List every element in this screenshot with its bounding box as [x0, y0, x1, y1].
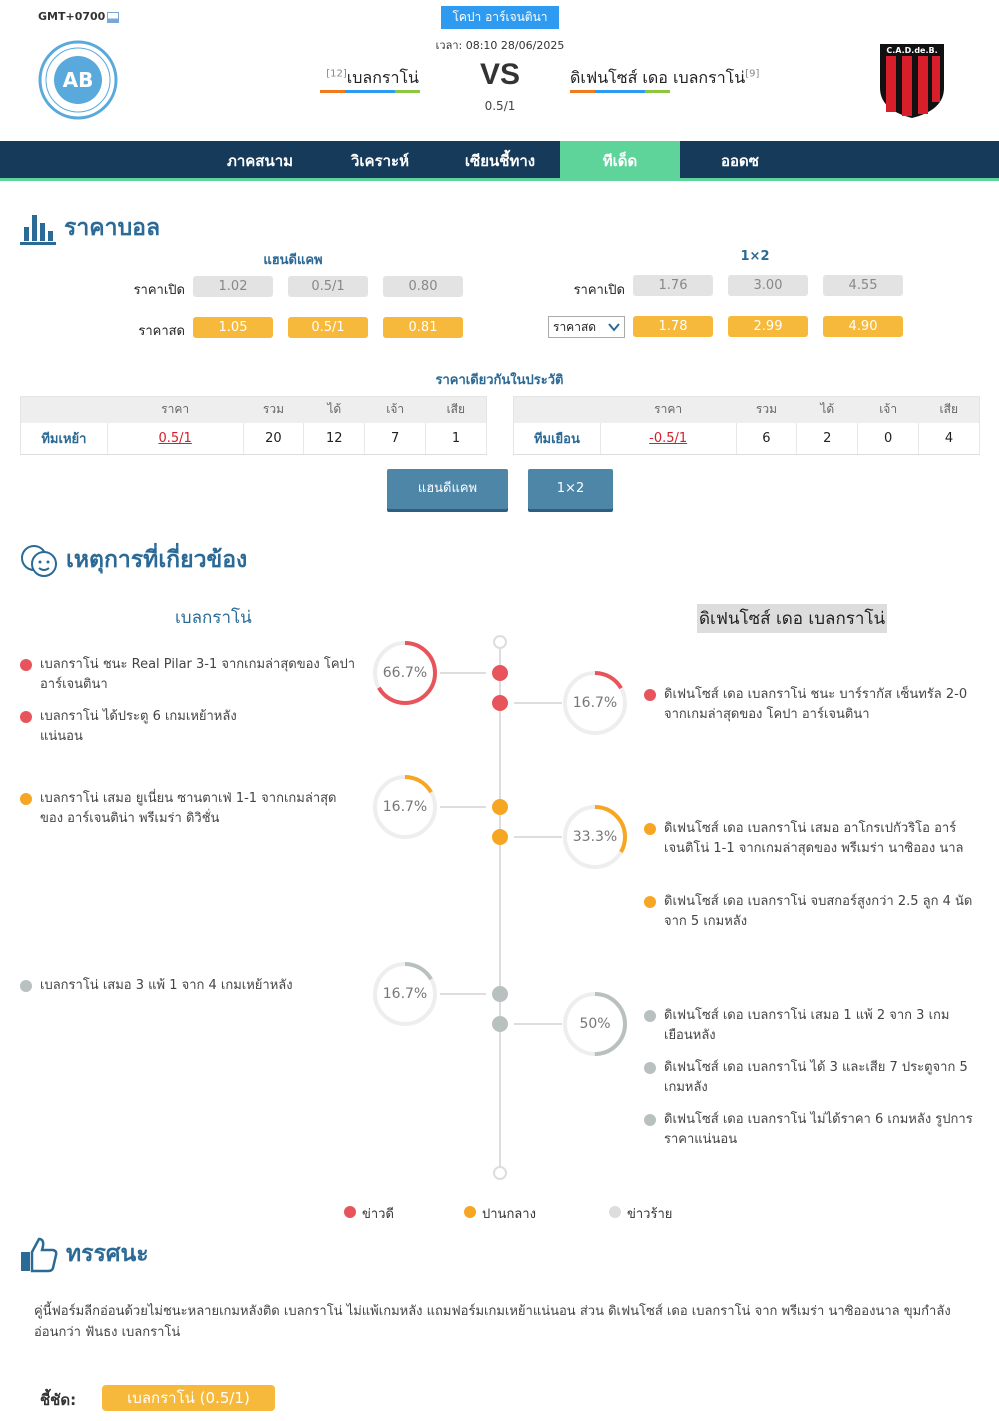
handicap-live-home: 1.05	[193, 317, 273, 338]
handicap-open-away: 0.80	[383, 276, 463, 297]
onextwo-open-label: ราคาเปิด	[573, 283, 625, 298]
opinion-section-title: ทรรศนะ	[20, 1236, 149, 1273]
handicap-live-label: ราคาสด	[138, 324, 185, 339]
col-header: เจ้า	[858, 397, 919, 423]
handicap-button[interactable]: แฮนดีแคพ	[387, 469, 508, 509]
col-header: รวม	[243, 397, 304, 423]
smiley-icon	[20, 544, 58, 578]
away-event-item: ดิเฟนโซส์ เดอ เบลกราโน่ ไม่ได้ราคา 6 เกมหลัง รูปการ ราคาแน่นอน	[644, 1110, 984, 1150]
ring-home-bad-label: 16.7%	[382, 986, 428, 1002]
win-cell: 12	[304, 423, 365, 455]
home-history-table	[20, 396, 487, 455]
away-event-item: ดิเฟนโซส์ เดอ เบลกราโน่ เสมอ อาโกรเปกัวริโอ อาร์เจนติโน่ 1-1 จากเกมล่าสุดของ พรีเมร่า นาซิออง นาล	[644, 819, 974, 859]
tab-odds[interactable]: ออดซ	[721, 152, 759, 170]
legend-good: ข่าวดี	[344, 1203, 394, 1224]
onextwo-title: 1×2	[740, 249, 770, 264]
bad-dot	[644, 1062, 656, 1074]
legend-neutral: ปานกลาง	[464, 1203, 536, 1224]
ring-home-good-label: 66.7%	[382, 665, 428, 681]
good-node	[492, 695, 508, 711]
away-event-item: ดิเฟนโซส์ เดอ เบลกราโน่ ได้ 3 และเสีย 7 ประตูจาก 5 เกมหลัง	[644, 1058, 984, 1098]
neutral-dot	[644, 896, 656, 908]
away-history-table	[513, 396, 980, 455]
handicap-live-away: 0.81	[383, 317, 463, 338]
odds-section-title: ราคาบอล	[20, 210, 160, 246]
legend-bad: ข่าวร้าย	[609, 1203, 672, 1224]
total-cell: 20	[243, 423, 304, 455]
events-timeline	[360, 630, 640, 1185]
onextwo-open-draw: 3.00	[728, 275, 808, 296]
col-header: เสีย	[919, 397, 980, 423]
draw-cell: 7	[365, 423, 426, 455]
svg-text:C.A.D.de.B.: C.A.D.de.B.	[886, 46, 938, 55]
neutral-node	[492, 829, 508, 845]
home-event-item: เบลกราโน่ เสมอ 3 แพ้ 1 จาก 4 เกมเหย้าหลัง	[20, 976, 360, 996]
ring-away-bad-label: 50%	[579, 1016, 611, 1032]
col-header: ราคา	[107, 397, 243, 423]
home-team-logo	[38, 40, 118, 120]
good-dot	[20, 711, 32, 723]
home-team-name[interactable]: [12]เบลกราโน่	[326, 68, 419, 87]
col-header: ราคา	[600, 397, 736, 423]
onextwo-live-away: 4.90	[823, 316, 903, 337]
col-header: เจ้า	[365, 397, 426, 423]
onextwo-live-home: 1.78	[633, 316, 713, 337]
history-title: ราคาเดียวกันในประวัติ	[435, 373, 564, 388]
handicap-title: แฮนดีแคพ	[263, 253, 323, 268]
col-header: เสีย	[426, 397, 487, 423]
handicap-open-line: 0.5/1	[288, 276, 368, 297]
ring-away-good-label: 16.7%	[572, 695, 618, 711]
tab-tips[interactable]: ทีเด็ด	[560, 141, 680, 181]
timeline-start-node	[494, 636, 506, 648]
home-team-bar	[320, 90, 420, 93]
handicap-open-label: ราคาเปิด	[133, 283, 185, 298]
onextwo-open-away: 4.55	[823, 275, 903, 296]
price-link[interactable]: -0.5/1	[600, 423, 736, 455]
match-time: เวลา: 08:10 28/06/2025	[435, 39, 565, 52]
tip-label: ชี้ชัด:	[40, 1391, 77, 1409]
table-row	[21, 423, 487, 455]
good-dot	[20, 659, 32, 671]
good-dot	[644, 689, 656, 701]
bad-node	[492, 1016, 508, 1032]
timezone-label[interactable]: GMT+0700	[38, 10, 119, 23]
handicap-live-line: 0.5/1	[288, 317, 368, 338]
draw-cell: 0	[858, 423, 919, 455]
win-cell: 2	[797, 423, 858, 455]
col-header	[514, 397, 601, 423]
bar-chart-icon	[20, 213, 56, 245]
neutral-dot	[20, 793, 32, 805]
total-cell: 6	[736, 423, 797, 455]
bad-dot	[609, 1206, 621, 1218]
good-node	[492, 665, 508, 681]
table-row	[514, 423, 980, 455]
home-event-item: เบลกราโน่ ได้ประตู 6 เกมเหย้าหลัง แน่นอน	[20, 707, 270, 747]
events-home-team: เบลกราโน่	[175, 608, 252, 628]
ring-home-neutral-label: 16.7%	[382, 799, 428, 815]
league-badge[interactable]: โคปา อาร์เจนตินา	[441, 6, 559, 29]
thumbs-up-icon	[20, 1237, 58, 1273]
events-away-team: ดิเฟนโซส์ เดอ เบลกราโน่	[697, 604, 887, 633]
vs-label: VS	[479, 58, 521, 91]
team-cell: ทีมเหย้า	[21, 423, 108, 455]
away-event-item: ดิเฟนโซส์ เดอ เบลกราโน่ ชนะ บาร์รากัส เซ็นทรัล 2-0 จากเกมล่าสุดของ โคปา อาร์เจนตินา	[644, 685, 974, 725]
tab-expert[interactable]: เซียนชี้ทาง	[464, 152, 536, 170]
away-team-logo	[876, 40, 948, 120]
bad-dot	[644, 1114, 656, 1126]
away-event-item: ดิเฟนโซส์ เดอ เบลกราโน่ เสมอ 1 แพ้ 2 จาก 3 เกม เยือนหลัง	[644, 1006, 974, 1046]
tab-field[interactable]: ภาคสนาม	[226, 152, 294, 170]
timeline-end-node	[494, 1167, 506, 1179]
away-team-name[interactable]: ดิเฟนโซส์ เดอ เบลกราโน่[9]	[570, 68, 760, 87]
opinion-text: คู่นี้ฟอร์มลีกอ่อนด้วยไม่ชนะหลายเกมหลังติด เบลกราโน่ ไม่แพ้เกมหลัง แถมฟอร์มเกมเหย้าแน่นอน ส่วน ดิเฟนโซส์ เดอ เบลกราโน่ จาก พรีเมร่า นาซิอองนาล ขุมกำลังอ่อนกว่า ฟันธง เบลกราโน่	[34, 1304, 951, 1340]
team-cell: ทีมเยือน	[514, 423, 601, 455]
lose-cell: 4	[919, 423, 980, 455]
onextwo-live-draw: 2.99	[728, 316, 808, 337]
neutral-dot	[464, 1206, 476, 1218]
tab-analysis[interactable]: วิเคราะห์	[350, 152, 409, 170]
col-header	[21, 397, 108, 423]
home-event-item: เบลกราโน่ ชนะ Real Pilar 3-1 จากเกมล่าสุดของ โคปา อาร์เจนตินา	[20, 655, 360, 695]
chevron-down-icon	[607, 320, 621, 334]
odds-type-select[interactable]: ราคาสด	[548, 316, 625, 338]
bad-node	[492, 986, 508, 1002]
bad-dot	[20, 980, 32, 992]
events-section-title: เหตุการที่เกี่ยวข้อง	[20, 542, 247, 578]
neutral-node	[492, 799, 508, 815]
svg-text:AB: AB	[62, 68, 94, 92]
col-header: ได้	[304, 397, 365, 423]
ring-away-neutral-label: 33.3%	[572, 829, 618, 845]
away-event-item: ดิเฟนโซส์ เดอ เบลกราโน่ จบสกอร์สูงกว่า 2.5 ลูก 4 นัด จาก 5 เกมหลัง	[644, 892, 984, 932]
col-header: รวม	[736, 397, 797, 423]
lose-cell: 1	[426, 423, 487, 455]
tip-badge: เบลกราโน่ (0.5/1)	[102, 1385, 275, 1411]
match-header	[0, 0, 999, 141]
onextwo-button[interactable]: 1×2	[528, 469, 613, 509]
onextwo-open-home: 1.76	[633, 275, 713, 296]
good-dot	[344, 1206, 356, 1218]
bad-dot	[644, 1010, 656, 1022]
home-event-item: เบลกราโน่ เสมอ ยูเนี่ยน ซานตาเฟ่ 1-1 จากเกมล่าสุด ของ อาร์เจนติน่า พรีเมร่า ดิวิชั่น	[20, 789, 350, 829]
neutral-dot	[644, 823, 656, 835]
main-nav	[0, 141, 999, 181]
col-header: ได้	[797, 397, 858, 423]
away-team-bar	[570, 90, 670, 93]
header-handicap: 0.5/1	[484, 99, 516, 113]
chart-icon	[107, 12, 119, 23]
price-link[interactable]: 0.5/1	[107, 423, 243, 455]
handicap-open-home: 1.02	[193, 276, 273, 297]
